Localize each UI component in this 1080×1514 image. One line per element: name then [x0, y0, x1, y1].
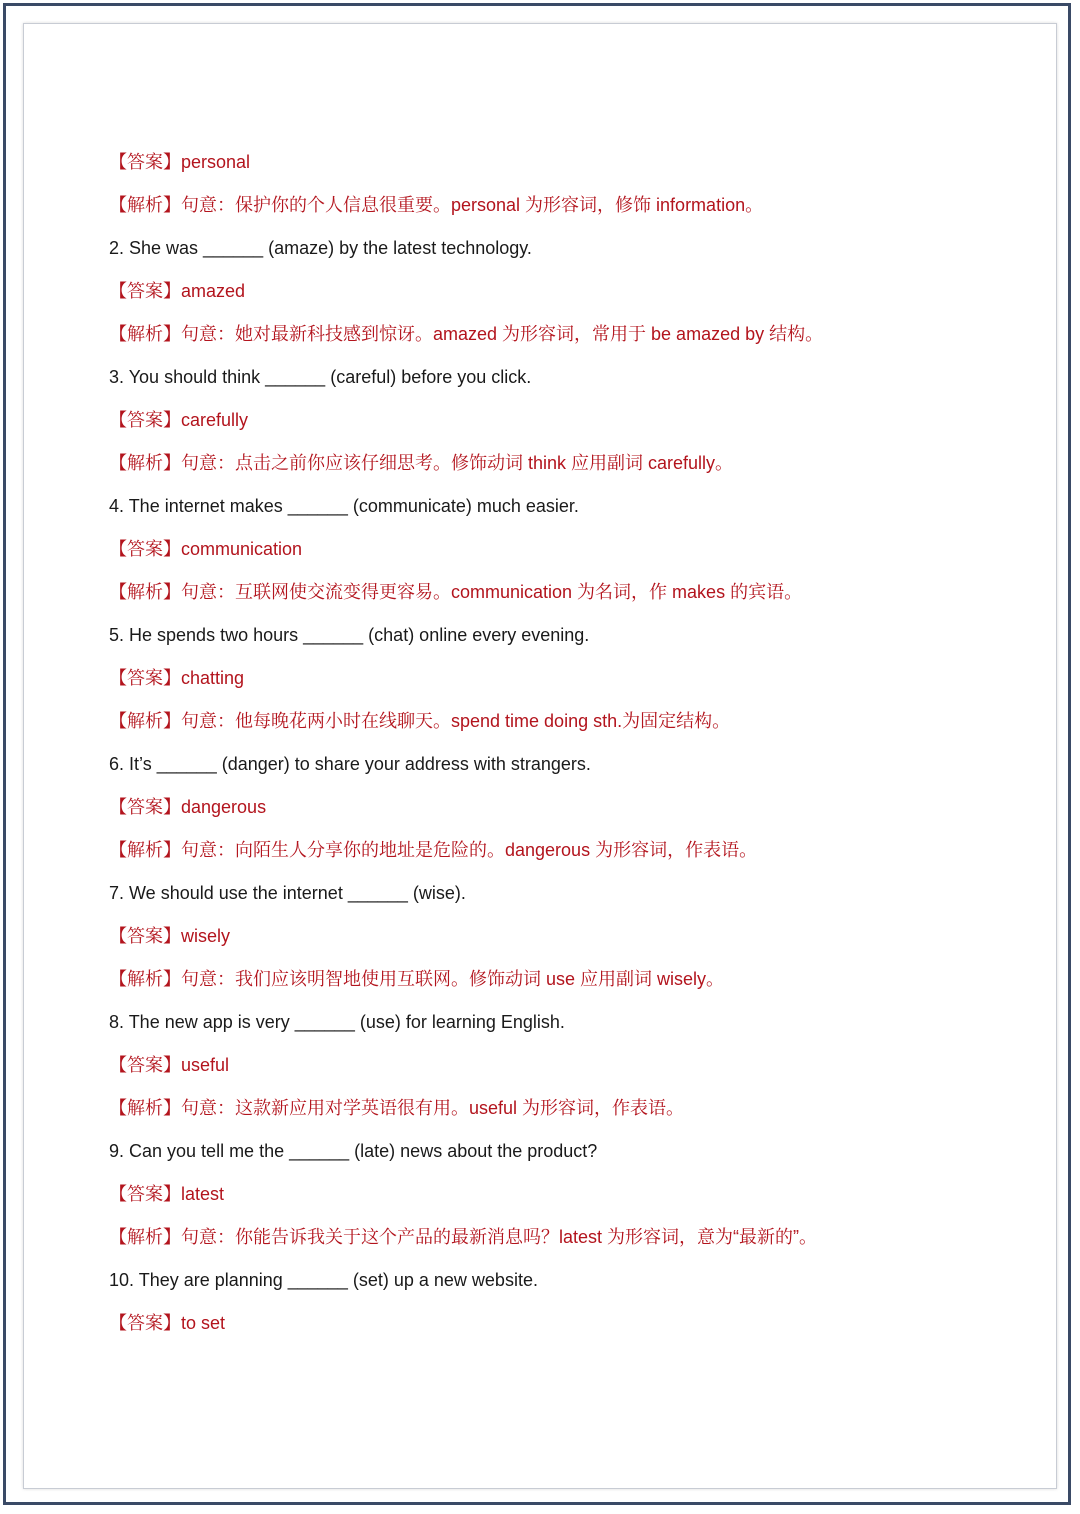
answer-line — [109, 529, 989, 572]
explanation-text: 句意：你能告诉我关于这个产品的最新消息吗？latest 为形容词，意为“最新的”。 — [181, 1227, 818, 1247]
answer-line — [109, 658, 989, 701]
answer-text: useful — [181, 1055, 230, 1075]
answer-text: latest — [181, 1184, 225, 1204]
answer-line — [109, 916, 989, 959]
explanation-line — [109, 1217, 989, 1260]
answer-tag: 【答案】 — [109, 1184, 181, 1204]
explanation-line — [109, 185, 989, 228]
explanation-tag: 【解析】 — [109, 324, 181, 344]
answer-text: to set — [181, 1313, 226, 1333]
question-line: 6. It’s ______ (danger) to share your address with strangers. — [109, 754, 591, 774]
explanation-text: 句意：这款新应用对学英语很有用。useful 为形容词，作表语。 — [181, 1098, 685, 1118]
question-line: 4. The internet makes ______ (communicate) much easier. — [109, 496, 579, 516]
question-line: 7. We should use the internet ______ (wise). — [109, 883, 466, 903]
question-line: 8. The new app is very ______ (use) for learning English. — [109, 1012, 565, 1032]
question-line: 3. You should think ______ (careful) before you click. — [109, 367, 532, 387]
question-line: 9. Can you tell me the ______ (late) news about the product? — [109, 1141, 598, 1161]
answer-tag: 【答案】 — [109, 668, 181, 688]
answer-text: personal — [181, 152, 251, 172]
question-line: 2. She was ______ (amaze) by the latest technology. — [109, 238, 532, 258]
explanation-line — [109, 830, 989, 873]
answer-text: wisely — [181, 926, 231, 946]
explanation-line — [109, 443, 989, 486]
answer-tag: 【答案】 — [109, 926, 181, 946]
explanation-text: 句意：互联网使交流变得更容易。communication 为名词，作 makes 的宾语。 — [181, 582, 803, 602]
answer-text: carefully — [181, 410, 249, 430]
answer-line — [109, 142, 989, 185]
explanation-tag: 【解析】 — [109, 840, 181, 860]
explanation-line — [109, 959, 989, 1002]
explanation-text: 句意：她对最新科技感到惊讶。amazed 为形容词，常用于 be amazed by 结构。 — [181, 324, 824, 344]
answer-tag: 【答案】 — [109, 281, 181, 301]
explanation-text: 句意：点击之前你应该仔细思考。修饰动词 think 应用副词 carefully。 — [181, 453, 734, 473]
answer-line — [109, 400, 989, 443]
explanation-tag: 【解析】 — [109, 1098, 181, 1118]
explanation-line — [109, 1088, 989, 1131]
explanation-tag: 【解析】 — [109, 453, 181, 473]
answer-tag: 【答案】 — [109, 1313, 181, 1333]
answer-line — [109, 1045, 989, 1088]
explanation-tag: 【解析】 — [109, 195, 181, 215]
explanation-text: 句意：保护你的个人信息很重要。personal 为形容词，修饰 information。 — [181, 195, 764, 215]
answer-line — [109, 787, 989, 830]
explanation-text: 句意：我们应该明智地使用互联网。修饰动词 use 应用副词 wisely。 — [181, 969, 725, 989]
explanation-tag: 【解析】 — [109, 582, 181, 602]
answer-line — [109, 1303, 989, 1346]
answer-line — [109, 1174, 989, 1217]
explanation-tag: 【解析】 — [109, 969, 181, 989]
explanation-text: 句意：他每晚花两小时在线聊天。spend time doing sth.为固定结构。 — [181, 711, 731, 731]
exercise-content — [109, 142, 989, 1346]
explanation-text: 句意：向陌生人分享你的地址是危险的。dangerous 为形容词，作表语。 — [181, 840, 758, 860]
answer-tag: 【答案】 — [109, 410, 181, 430]
explanation-line — [109, 701, 989, 744]
explanation-tag: 【解析】 — [109, 1227, 181, 1247]
answer-text: chatting — [181, 668, 245, 688]
answer-text: amazed — [181, 281, 246, 301]
question-line: 10. They are planning ______ (set) up a new website. — [109, 1270, 538, 1290]
answer-text: dangerous — [181, 797, 267, 817]
answer-tag: 【答案】 — [109, 152, 181, 172]
answer-tag: 【答案】 — [109, 797, 181, 817]
question-line: 5. He spends two hours ______ (chat) online every evening. — [109, 625, 590, 645]
answer-text: communication — [181, 539, 303, 559]
explanation-tag: 【解析】 — [109, 711, 181, 731]
answer-line — [109, 271, 989, 314]
answer-tag: 【答案】 — [109, 539, 181, 559]
explanation-line — [109, 572, 989, 615]
explanation-line — [109, 314, 989, 357]
answer-tag: 【答案】 — [109, 1055, 181, 1075]
